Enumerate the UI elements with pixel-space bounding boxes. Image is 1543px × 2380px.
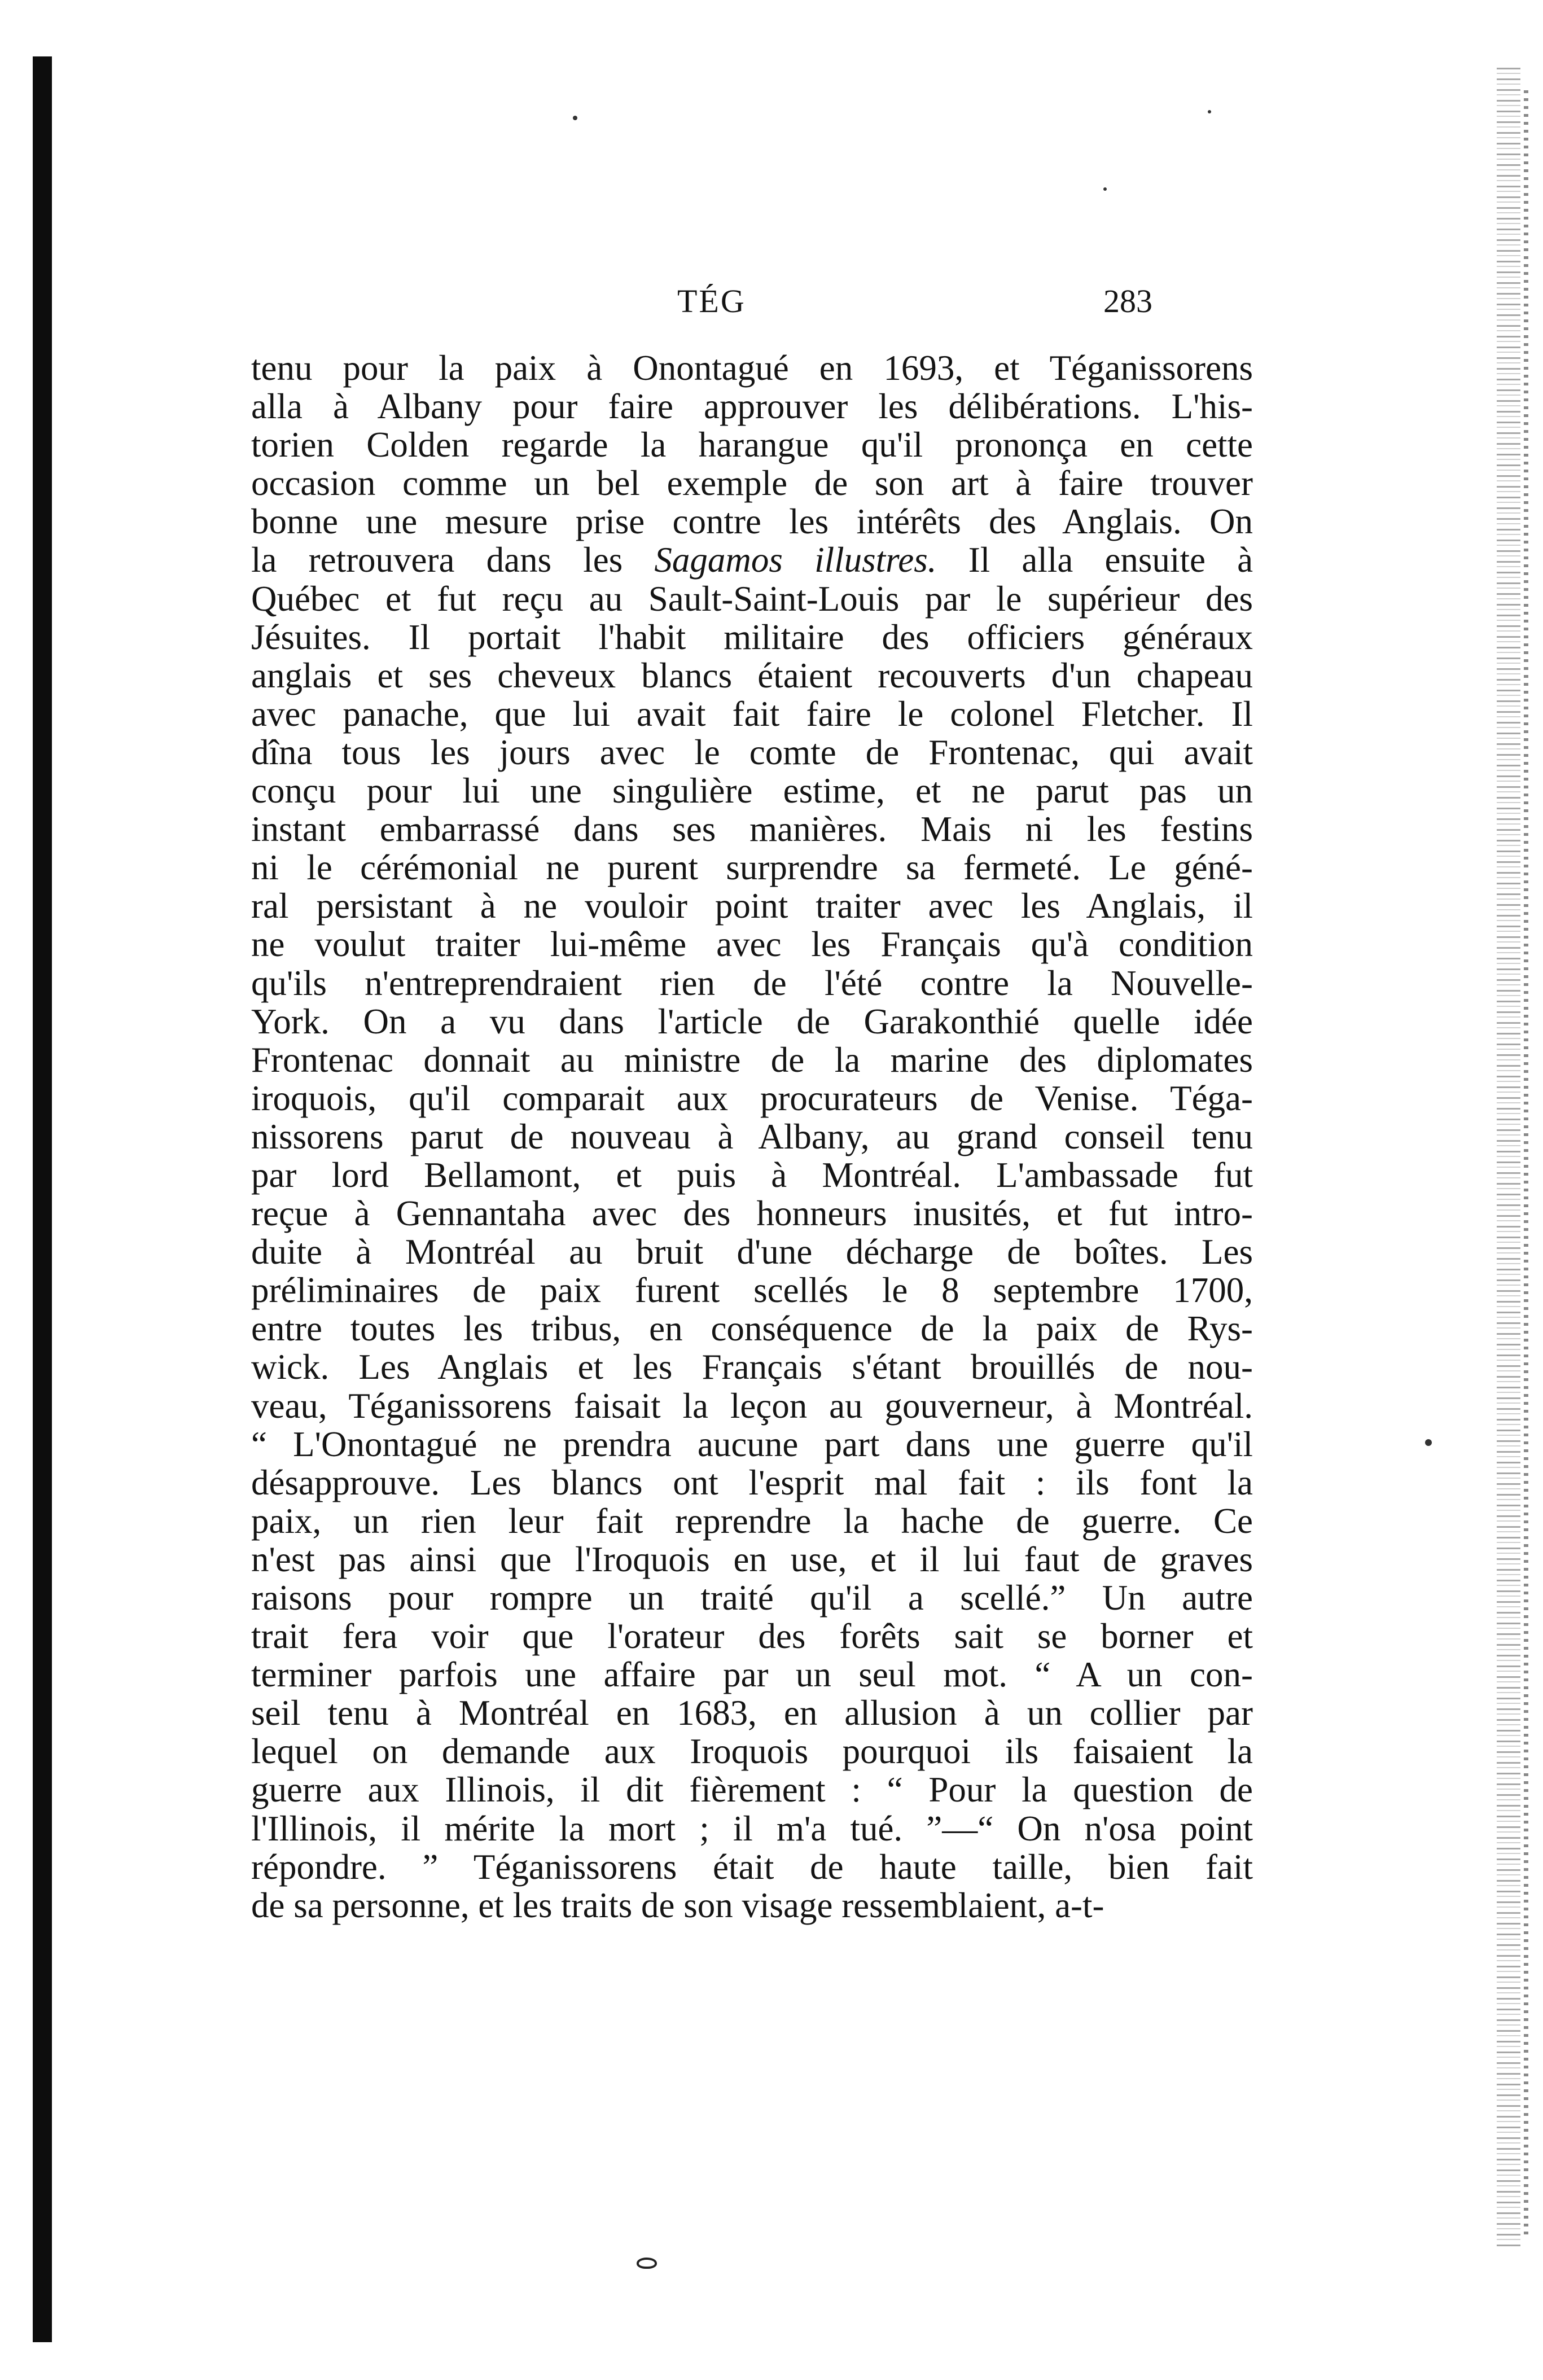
text-line: anglais et ses cheveux blancs étaient recouverts d'un chapeau xyxy=(251,655,1253,695)
text-line: Québec et fut reçu au Sault-Saint-Louis par le supérieur des xyxy=(251,578,1253,619)
text-line: l'Illinois, il mérite la mort ; il m'a tué. ”—“ On n'osa point xyxy=(251,1808,1253,1848)
bottom-ornament-mark xyxy=(637,2258,657,2269)
text-line: raisons pour rompre un traité qu'il a scellé.” Un autre xyxy=(251,1578,1253,1618)
text-fragment: la retrouvera dans les xyxy=(251,540,623,580)
page-edge-artifact-inner xyxy=(1524,90,1528,2235)
text-line: bonne une mesure prise contre les intérêts des Anglais. On xyxy=(251,502,1253,542)
text-line: entre toutes les tribus, en conséquence de la paix de Rys- xyxy=(251,1309,1253,1349)
binding-shadow xyxy=(33,56,52,2342)
scan-speck xyxy=(573,116,577,120)
text-line: ni le cérémonial ne purent surprendre sa fermeté. Le géné- xyxy=(251,848,1253,888)
text-line: lequel on demande aux Iroquois pourquoi ils faisaient la xyxy=(251,1732,1253,1772)
body-text xyxy=(251,349,1253,1925)
text-line: de sa personne, et les traits de son visage ressemblaient, a-t- xyxy=(251,1885,1104,1925)
text-line: tenu pour la paix à Onontagué en 1693, et Téganissorens xyxy=(251,348,1253,388)
text-line: par lord Bellamont, et puis à Montréal. L'ambassade fut xyxy=(251,1155,1253,1195)
text-line: ral persistant à ne vouloir point traiter avec les Anglais, il xyxy=(251,886,1253,926)
text-line: conçu pour lui une singulière estime, et ne parut pas un xyxy=(251,771,1253,811)
text-line: seil tenu à Montréal en 1683, en allusion à un collier par xyxy=(251,1693,1253,1733)
text-line: désapprouve. Les blancs ont l'esprit mal fait : ils font la xyxy=(251,1462,1253,1502)
page-number: 283 xyxy=(1103,283,1152,319)
text-line: Frontenac donnait au ministre de la marine des diplomates xyxy=(251,1040,1253,1080)
text-line: guerre aux Illinois, il dit fièrement : “ Pour la question de xyxy=(251,1770,1253,1810)
text-line: paix, un rien leur fait reprendre la hache de guerre. Ce xyxy=(251,1501,1253,1541)
text-line: alla à Albany pour faire approuver les délibérations. L'his- xyxy=(251,387,1253,427)
text-line: duite à Montréal au bruit d'une décharge de boîtes. Les xyxy=(251,1232,1253,1272)
text-line: ne voulut traiter lui-même avec les Français qu'à condition xyxy=(251,924,1253,965)
text-line: wick. Les Anglais et les Français s'étant brouillés de nou- xyxy=(251,1347,1253,1387)
text-line: dîna tous les jours avec le comte de Frontenac, qui avait xyxy=(251,732,1253,772)
text-line: torien Colden regarde la harangue qu'il prononça en cette xyxy=(251,425,1253,465)
text-line: qu'ils n'entreprendraient rien de l'été contre la Nouvelle- xyxy=(251,963,1253,1003)
text-line: préliminaires de paix furent scellés le 8 septembre 1700, xyxy=(251,1270,1253,1310)
text-line: veau, Téganissorens faisait la leçon au gouverneur, à Montréal. xyxy=(251,1386,1253,1426)
text-line: York. On a vu dans l'article de Garakonthié quelle idée xyxy=(251,1001,1253,1041)
scan-speck xyxy=(1103,187,1107,191)
text-line: reçue à Gennantaha avec des honneurs inusités, et fut intro- xyxy=(251,1194,1253,1234)
text-line: nissorens parut de nouveau à Albany, au grand conseil tenu xyxy=(251,1116,1253,1156)
text-line: n'est pas ainsi que l'Iroquois en use, et il lui faut de graves xyxy=(251,1539,1253,1579)
text-line: trait fera voir que l'orateur des forêts sait se borner et xyxy=(251,1616,1253,1656)
text-line: terminer parfois une affaire par un seul mot. “ A un con- xyxy=(251,1655,1253,1695)
text-line: Jésuites. Il portait l'habit militaire des officiers généraux xyxy=(251,617,1253,657)
running-head: TÉG xyxy=(677,283,746,319)
italic-title: Sagamos illustres. xyxy=(654,540,937,580)
text-line: iroquois, qu'il comparait aux procurateurs de Venise. Téga- xyxy=(251,1078,1253,1118)
text-line: avec panache, que lui avait fait faire le colonel Fletcher. Il xyxy=(251,694,1253,734)
scan-speck xyxy=(1208,110,1211,113)
page-edge-artifact xyxy=(1497,68,1520,2246)
scan-speck xyxy=(1425,1439,1432,1446)
text-line: instant embarrassé dans ses manières. Mais ni les festins xyxy=(251,809,1253,849)
text-line: répondre. ” Téganissorens était de haute taille, bien fait xyxy=(251,1847,1253,1887)
text-line-with-italic xyxy=(251,541,1253,579)
text-line: occasion comme un bel exemple de son art à faire trouver xyxy=(251,463,1253,503)
text-line: “ L'Onontagué ne prendra aucune part dans une guerre qu'il xyxy=(251,1424,1253,1464)
text-fragment: Il alla ensuite à xyxy=(968,540,1253,580)
